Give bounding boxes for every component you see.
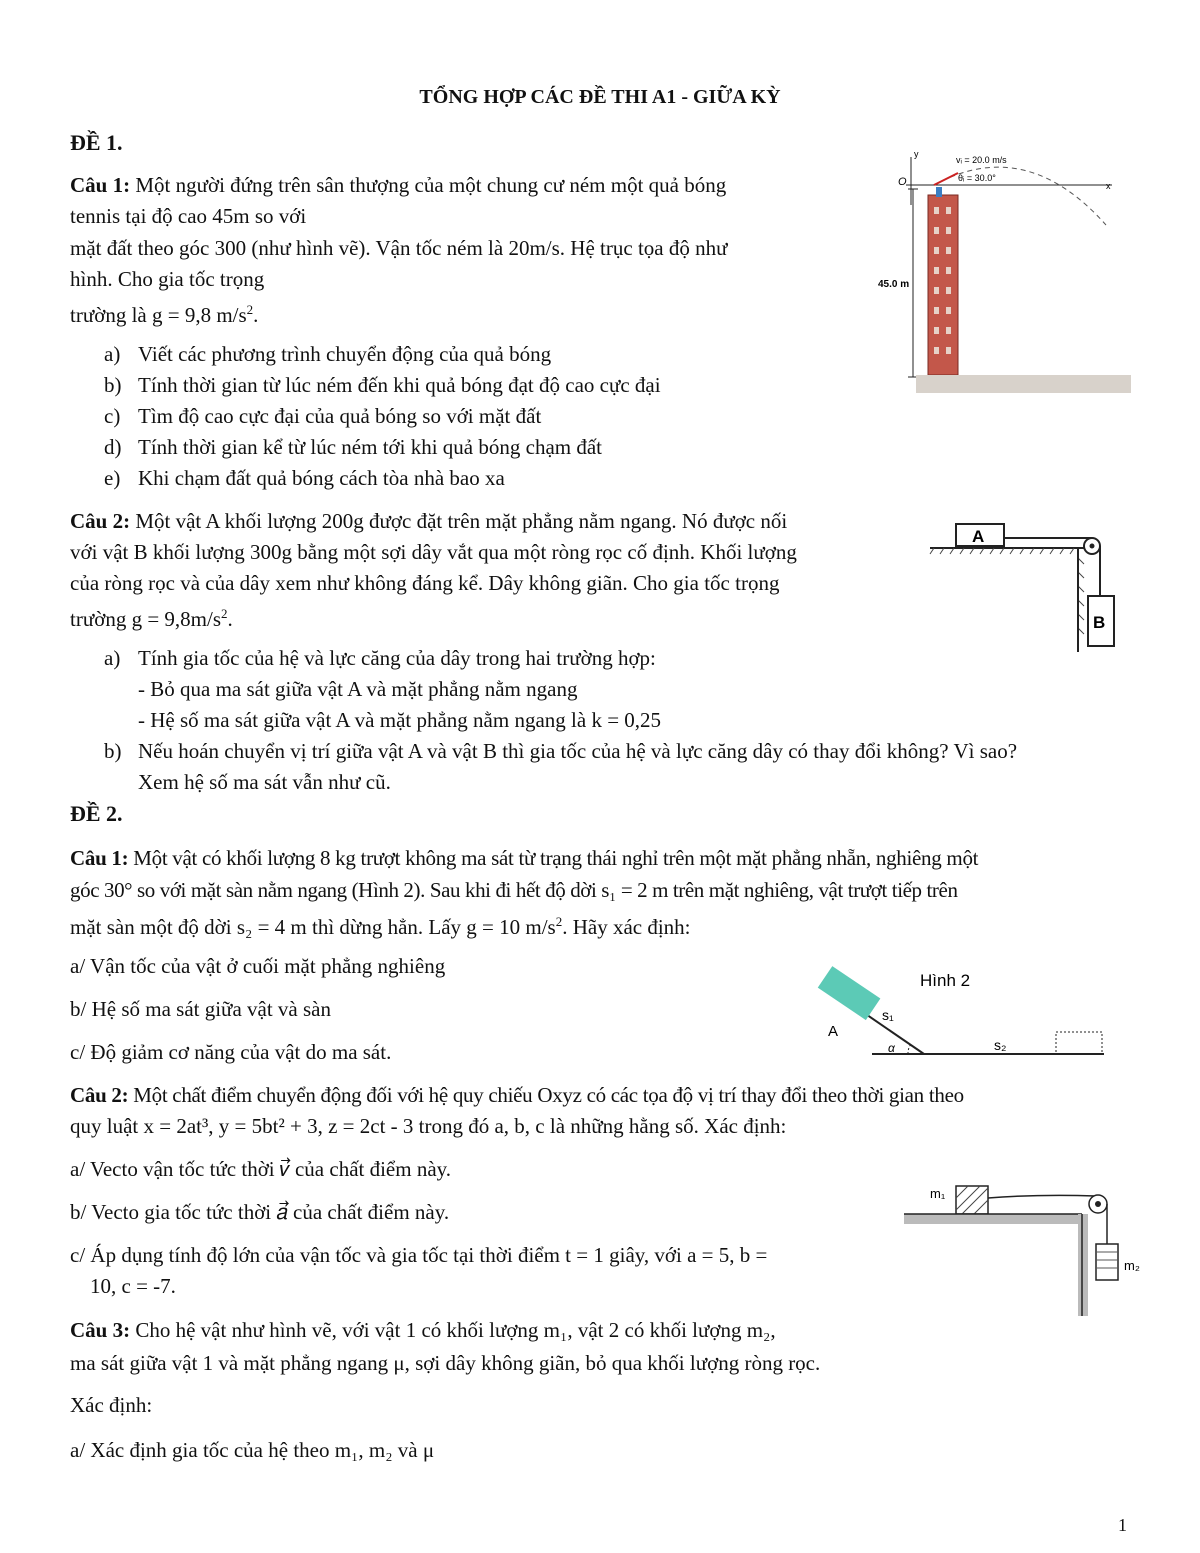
alpha-label: α (888, 1041, 895, 1055)
figure-title: Hình 2 (920, 971, 971, 990)
v0-label: vᵢ = 20.0 m/s (956, 155, 1007, 165)
list-item: c) Tìm độ cao cực đại của quả bóng so với mặt đất (104, 404, 542, 428)
de1-cau2-line2: với vật B khối lượng 300g bằng một sợi dây vắt qua một ròng rọc cố định. Khối lượng (70, 540, 797, 564)
list-item: e) Khi chạm đất quả bóng cách tòa nhà bao xa (104, 466, 505, 490)
de1-cau1-line5: trường là g = 9,8 $m/s^2$. (70, 302, 259, 327)
question-label: Câu 1: (70, 173, 131, 197)
de2-cau1-c: c/ Độ giảm cơ năng của vật do ma sát. (70, 1040, 392, 1064)
list-subitem: - Bỏ qua ma sát giữa vật A và mặt phẳng nằm ngang (138, 677, 578, 701)
list-subitem: - Hệ số ma sát giữa vật A và mặt phẳng nằm ngang là k = 0,25 (138, 708, 662, 732)
question-label: Câu 3: (70, 1318, 131, 1342)
de1-cau2-line3: của ròng rọc và của dây xem như không đáng kể. Dây không giãn. Cho gia tốc trọng (70, 571, 780, 595)
de2-cau3-line2: ma sát giữa vật 1 và mặt phẳng ngang μ, sợi dây không giãn, bỏ qua khối lượng ròng rọc. (70, 1351, 821, 1375)
question-label: Câu 2: (70, 1083, 129, 1107)
de2-cau2-c1: c/ Áp dụng tính độ lớn của vận tốc và gia tốc tại thời điểm t = 1 giây, với a = 5, b = (70, 1243, 768, 1267)
m2-label: m₂ (1124, 1258, 1140, 1273)
list-item: a) Viết các phương trình chuyển động của quả bóng (104, 342, 552, 366)
de2-cau3-line3: Xác định: (70, 1393, 153, 1417)
list-item: d) Tính thời gian kể từ lúc ném tới khi quả bóng chạm đất (104, 435, 602, 459)
de1-cau1-line4: hình. Cho gia tốc trọng (70, 267, 265, 291)
de2-cau3-line1: Câu 3: Cho hệ vật như hình vẽ, với vật 1 có khối lượng m₁, vật 2 có khối lượng m₂, (70, 1318, 776, 1342)
section-heading-de2: ĐỀ 2. (70, 801, 123, 826)
m1-label: m₁ (930, 1186, 946, 1201)
de2-cau1-line1: Câu 1: Một vật có khối lượng 8 kg trượt không ma sát từ trạng thái nghỉ trên một mặt phẳng nhẵn, nghiêng một (70, 846, 979, 870)
block-b-label: B (1093, 613, 1106, 632)
de1-cau2-line4: trường $g = 9,8m/s^2$. (70, 606, 233, 631)
pulley-figure-m1m2 (900, 1178, 1150, 1318)
projectile-figure (876, 145, 1136, 395)
section-heading-de1: ĐỀ 1. (70, 130, 123, 155)
de2-cau2-line1: Câu 2: Một chất điểm chuyển động đối với hệ quy chiếu Oxyz có các tọa độ vị trí thay đổi theo thời gian theo (70, 1083, 964, 1107)
height-label: 45.0 m (878, 279, 910, 290)
list-item: a) Tính gia tốc của hệ và lực căng của dây trong hai trường hợp: (104, 646, 656, 670)
document-title: TỔNG HỢP CÁC ĐỀ THI A1 - GIỮA KỲ (419, 86, 781, 108)
de2-cau3-a: a/ Xác định gia tốc của hệ theo m₁, m₂ và μ (70, 1438, 435, 1462)
de1-cau1-line1: Câu 1: Một người đứng trên sân thượng của một chung cư ném một quả bóng (70, 173, 727, 197)
incline-figure (812, 962, 1112, 1062)
de1-cau2-line1: Câu 2: Một vật A khối lượng 200g được đặt trên mặt phẳng nằm ngang. Nó được nối (70, 509, 788, 533)
theta-label: θᵢ = 30.0° (958, 173, 996, 183)
de1-cau1-line3: mặt đất theo góc 300 (như hình vẽ). Vận tốc ném là 20m/s. Hệ trục tọa độ như (70, 236, 728, 260)
label-a: A (828, 1023, 839, 1040)
block-a-label: A (972, 527, 985, 546)
x-axis-label: x (1106, 181, 1111, 191)
question-label: Câu 2: (70, 509, 131, 533)
page-number: 1 (1118, 1515, 1127, 1535)
de2-cau2-a: a/ Vecto vận tốc tức thời 𝑣⃗ của chất điểm này. (70, 1157, 452, 1181)
de2-cau2-line2: quy luật x = 2at³, y = 5bt² + 3, z = 2ct - 3 trong đó a, b, c là những hằng số. Xác định: (70, 1114, 787, 1138)
s1-label: s₁ (882, 1007, 894, 1023)
de2-cau2-b: b/ Vecto gia tốc tức thời 𝑎⃗ của chất điểm này. (70, 1200, 450, 1224)
de2-cau1-a: a/ Vận tốc của vật ở cuối mặt phẳng nghiêng (70, 954, 446, 978)
y-axis-label: y (914, 149, 919, 159)
list-item: b) Nếu hoán chuyển vị trí giữa vật A và vật B thì gia tốc của hệ và lực căng dây có thay đổi không? Vì sao? (104, 739, 1018, 763)
question-label: Câu 1: (70, 846, 129, 870)
s2-label: s₂ (994, 1037, 1007, 1053)
de2-cau1-line2: góc 30° so với mặt sàn nằm ngang (Hình 2). Sau khi đi hết độ dời s₁ = 2 m trên mặt nghiêng, vật trượt tiếp trên (70, 878, 958, 902)
origin-label: O (898, 176, 907, 188)
de2-cau2-c2: 10, c = -7. (90, 1274, 176, 1298)
de1-cau1-line2: tennis tại độ cao 45m so với (70, 204, 307, 228)
pulley-figure-ab (928, 518, 1118, 658)
list-item-continuation: Xem hệ số ma sát vẫn như cũ. (138, 770, 391, 794)
list-item: b) Tính thời gian từ lúc ném đến khi quả bóng đạt độ cao cực đại (104, 373, 661, 397)
de2-cau1-line3: mặt sàn một độ dời s₂ = 4 m thì dừng hẳn. Lấy g = 10 $m/s^2$. Hãy xác định: (70, 914, 691, 939)
de2-cau1-b: b/ Hệ số ma sát giữa vật và sàn (70, 997, 331, 1021)
